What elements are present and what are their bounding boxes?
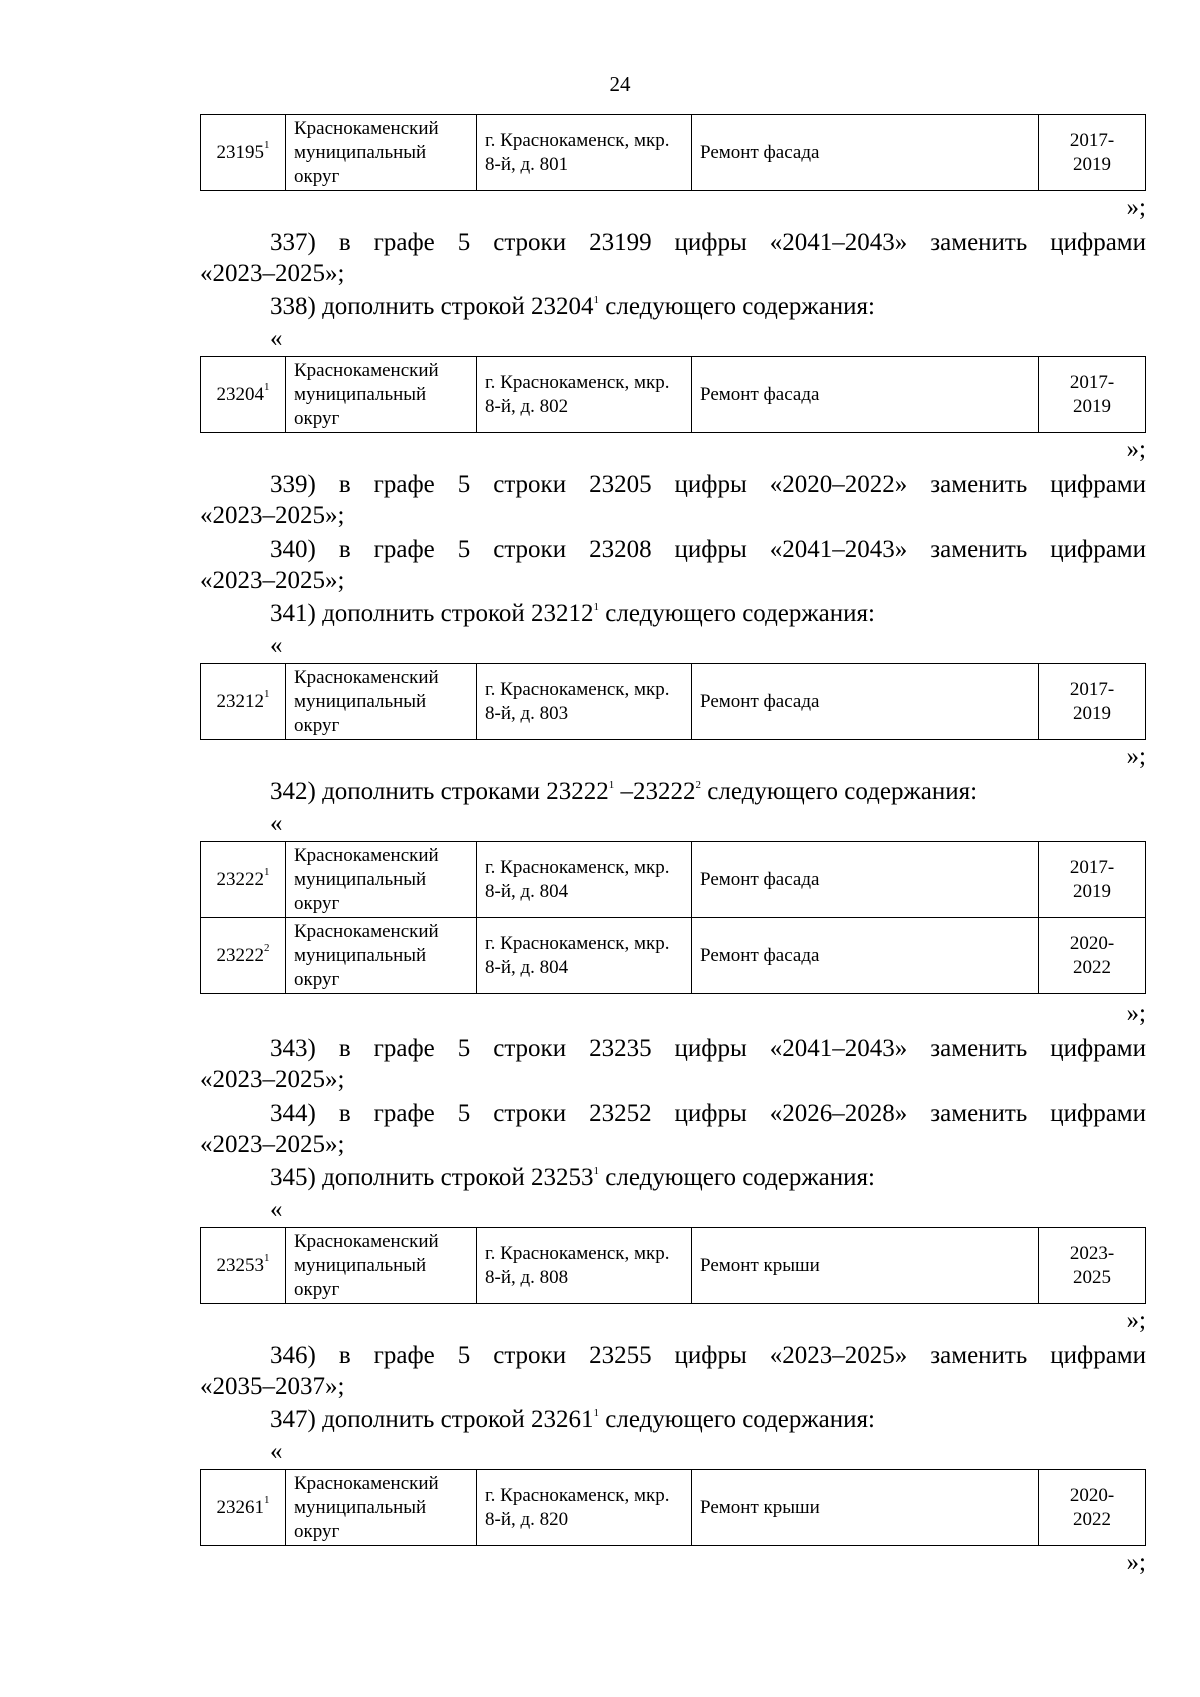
address-cell: г. Краснокаменск, мкр. 8-й, д. 801 (477, 115, 692, 191)
close-quote: »; (1126, 194, 1146, 221)
district-cell: Краснокаменский муниципальный округ (286, 664, 477, 740)
address-cell: г. Краснокаменск, мкр. 8-й, д. 808 (477, 1228, 692, 1304)
table-row-23212 (200, 663, 1146, 740)
address-cell: г. Краснокаменск, мкр. 8-й, д. 804 (477, 842, 692, 918)
close-quote: »; (1126, 436, 1146, 463)
item-337: 337) в графе 5 строки 23199 цифры «2041–2043» заменить цифрами «2023–2025»; (200, 229, 1146, 287)
table-row (201, 357, 1146, 433)
address-cell: г. Краснокаменск, мкр. 8-й, д. 804 (477, 918, 692, 994)
table-row (201, 1228, 1146, 1304)
open-quote: « (270, 632, 283, 659)
item-338: 338) дополнить строкой 23204$^1$ следующего содержания: (270, 293, 875, 320)
open-quote: « (270, 810, 283, 837)
row-number-cell: 23212$^1$ (201, 664, 286, 740)
item-343: 343) в графе 5 строки 23235 цифры «2041–2043» заменить цифрами «2023–2025»; (200, 1035, 1146, 1093)
item-340: 340) в графе 5 строки 23208 цифры «2041–2043» заменить цифрами «2023–2025»; (200, 536, 1146, 594)
table-row (201, 842, 1146, 918)
district-cell: Краснокаменский муниципальный округ (286, 918, 477, 994)
years-cell: 2017- 2019 (1039, 842, 1146, 918)
district-cell: Краснокаменский муниципальный округ (286, 1470, 477, 1546)
address-cell: г. Краснокаменск, мкр. 8-й, д. 820 (477, 1470, 692, 1546)
district-cell: Краснокаменский муниципальный округ (286, 357, 477, 433)
row-number-cell: 23204$^1$ (201, 357, 286, 433)
close-quote: »; (1126, 1000, 1146, 1027)
open-quote: « (270, 1196, 283, 1223)
years-cell: 2020- 2022 (1039, 918, 1146, 994)
table-rows-23222 (200, 841, 1146, 994)
item-339: 339) в графе 5 строки 23205 цифры «2020–2022» заменить цифрами «2023–2025»; (200, 471, 1146, 529)
table-row (201, 115, 1146, 191)
address-cell: г. Краснокаменск, мкр. 8-й, д. 802 (477, 357, 692, 433)
years-cell: 2023- 2025 (1039, 1228, 1146, 1304)
page-number: 24 (609, 72, 631, 96)
open-quote: « (270, 1438, 283, 1465)
item-345: 345) дополнить строкой 23253$^1$ следующего содержания: (270, 1164, 875, 1191)
row-number-cell: 23261$^1$ (201, 1470, 286, 1546)
table-row-23261 (200, 1469, 1146, 1546)
years-cell: 2017- 2019 (1039, 357, 1146, 433)
years-cell: 2020- 2022 (1039, 1470, 1146, 1546)
item-344: 344) в графе 5 строки 23252 цифры «2026–2028» заменить цифрами «2023–2025»; (200, 1100, 1146, 1158)
district-cell: Краснокаменский муниципальный округ (286, 115, 477, 191)
table-row (201, 918, 1146, 994)
item-341: 341) дополнить строкой 23212$^1$ следующего содержания: (270, 600, 875, 627)
work-type-cell: Ремонт фасада (692, 115, 1039, 191)
years-cell: 2017- 2019 (1039, 115, 1146, 191)
years-cell: 2017- 2019 (1039, 664, 1146, 740)
open-quote: « (270, 325, 283, 352)
table-row-23253 (200, 1227, 1146, 1304)
table-row-23204 (200, 356, 1146, 433)
item-346: 346) в графе 5 строки 23255 цифры «2023–2025» заменить цифрами «2035–2037»; (200, 1342, 1146, 1400)
work-type-cell: Ремонт фасада (692, 918, 1039, 994)
work-type-cell: Ремонт крыши (692, 1228, 1039, 1304)
table-row (201, 1470, 1146, 1546)
item-347: 347) дополнить строкой 23261$^1$ следующего содержания: (270, 1406, 875, 1433)
work-type-cell: Ремонт фасада (692, 664, 1039, 740)
close-quote: »; (1126, 1549, 1146, 1576)
work-type-cell: Ремонт крыши (692, 1470, 1039, 1546)
table-row (201, 664, 1146, 740)
work-type-cell: Ремонт фасада (692, 842, 1039, 918)
close-quote: »; (1126, 743, 1146, 770)
row-number-cell: 23222$^2$ (201, 918, 286, 994)
work-type-cell: Ремонт фасада (692, 357, 1039, 433)
table-row-23195 (200, 114, 1146, 191)
row-number-cell: 23195$^1$ (201, 115, 286, 191)
row-number-cell: 23222$^1$ (201, 842, 286, 918)
district-cell: Краснокаменский муниципальный округ (286, 842, 477, 918)
row-number-cell: 23253$^1$ (201, 1228, 286, 1304)
district-cell: Краснокаменский муниципальный округ (286, 1228, 477, 1304)
item-342: 342) дополнить строками 23222$^1$ –23222$^2$ следующего содержания: (270, 778, 978, 805)
address-cell: г. Краснокаменск, мкр. 8-й, д. 803 (477, 664, 692, 740)
close-quote: »; (1126, 1307, 1146, 1334)
